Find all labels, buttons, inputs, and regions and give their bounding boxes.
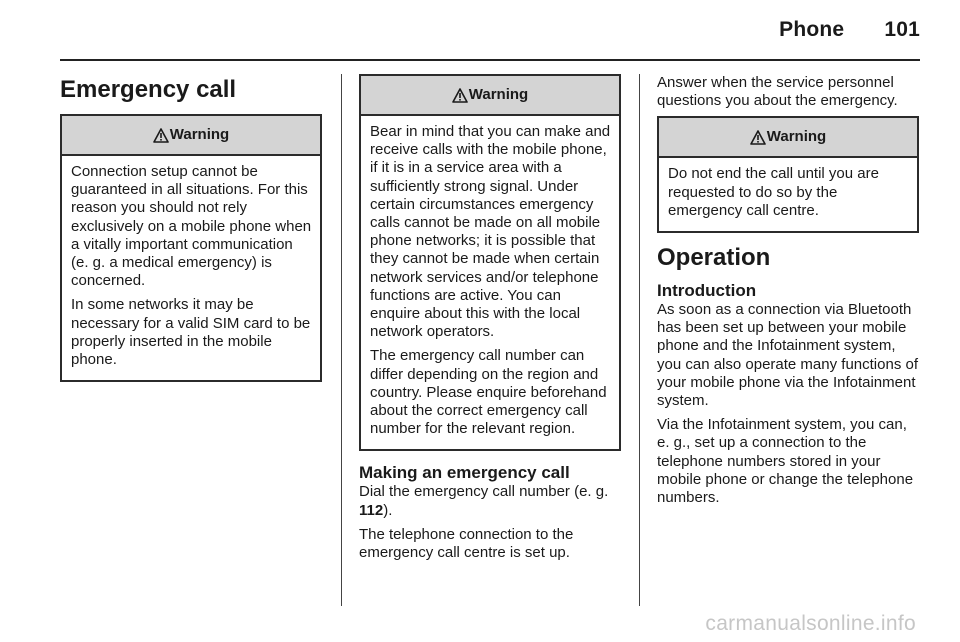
column-3 [657,74,919,513]
page-number: 101 [884,18,920,41]
dial-instruction [359,483,621,519]
dial-text: Dial the emergency call number (e. g. [359,483,609,501]
emergency-number: 112 [359,501,384,519]
section-title: Phone [779,18,845,41]
warning-box [60,114,322,382]
section-heading-emergency-call: Emergency call [60,76,237,103]
warning-paragraph: Connection setup cannot be guaranteed in all situations. For this reason you should not rely exclusively on a mobile phone when a vitally important communication (e. g. a medical emergency) is concerned. [71,163,312,290]
warning-paragraph: Do not end the call until you are requested to do so by the emergency call centre. [668,165,879,219]
warning-paragraph: The emergency call number can differ depending on the region and country. Please enquire beforehand about the correct emergency call number for the relevant region. [370,347,607,438]
warning-body [361,116,619,449]
warning-box [657,116,919,233]
warning-body [62,156,320,380]
connection-paragraph: The telephone connection to the emergency call centre is set up. [359,525,574,562]
warning-triangle-icon [750,130,766,145]
warning-header [62,116,320,156]
warning-heading: Warning [468,85,529,103]
body-paragraph: As soon as a connection via Bluetooth has been set up between your mobile phone and the Infotainment system, you can also operate many functions of your mobile phone via the Infotainment system. [657,301,918,410]
dial-text-end: ). [383,501,393,519]
warning-header [361,76,619,116]
page-header [779,18,920,42]
warning-heading: Warning [766,128,827,146]
column-divider-2 [639,74,640,606]
column-divider-1 [341,74,342,606]
column-1 [60,74,322,382]
column-2 [359,74,621,568]
warning-triangle-icon [153,128,169,143]
header-rule [60,59,920,61]
watermark: carmanualsonline.info [705,612,916,635]
warning-body [659,158,917,231]
warning-paragraph: In some networks it may be necessary for a valid SIM card to be properly inserted in the mobile phone. [71,296,311,369]
section-heading-operation: Operation [657,244,771,272]
warning-triangle-icon [452,88,468,103]
answer-paragraph: Answer when the service personnel questions you about the emergency. [657,74,898,110]
subheading-introduction: Introduction [657,281,757,301]
body-paragraph: Via the Infotainment system, you can, e. g., set up a connection to the telephone numbers stored in your mobile phone or change the telephone numbers. [657,416,914,507]
warning-box [359,74,621,451]
warning-paragraph: Bear in mind that you can make and receive calls with the mobile phone, if it is in a service area with a sufficiently strong signal. Under certain circumstances emergency calls cannot be made on all mobile phone networks; it is possible that they cannot be made when certain network services and/or telephone functions are active. You can enquire about this with the local network operators. [370,123,611,341]
warning-header [659,118,917,158]
warning-heading: Warning [169,125,230,143]
subheading-making-emergency-call: Making an emergency call [359,463,570,483]
